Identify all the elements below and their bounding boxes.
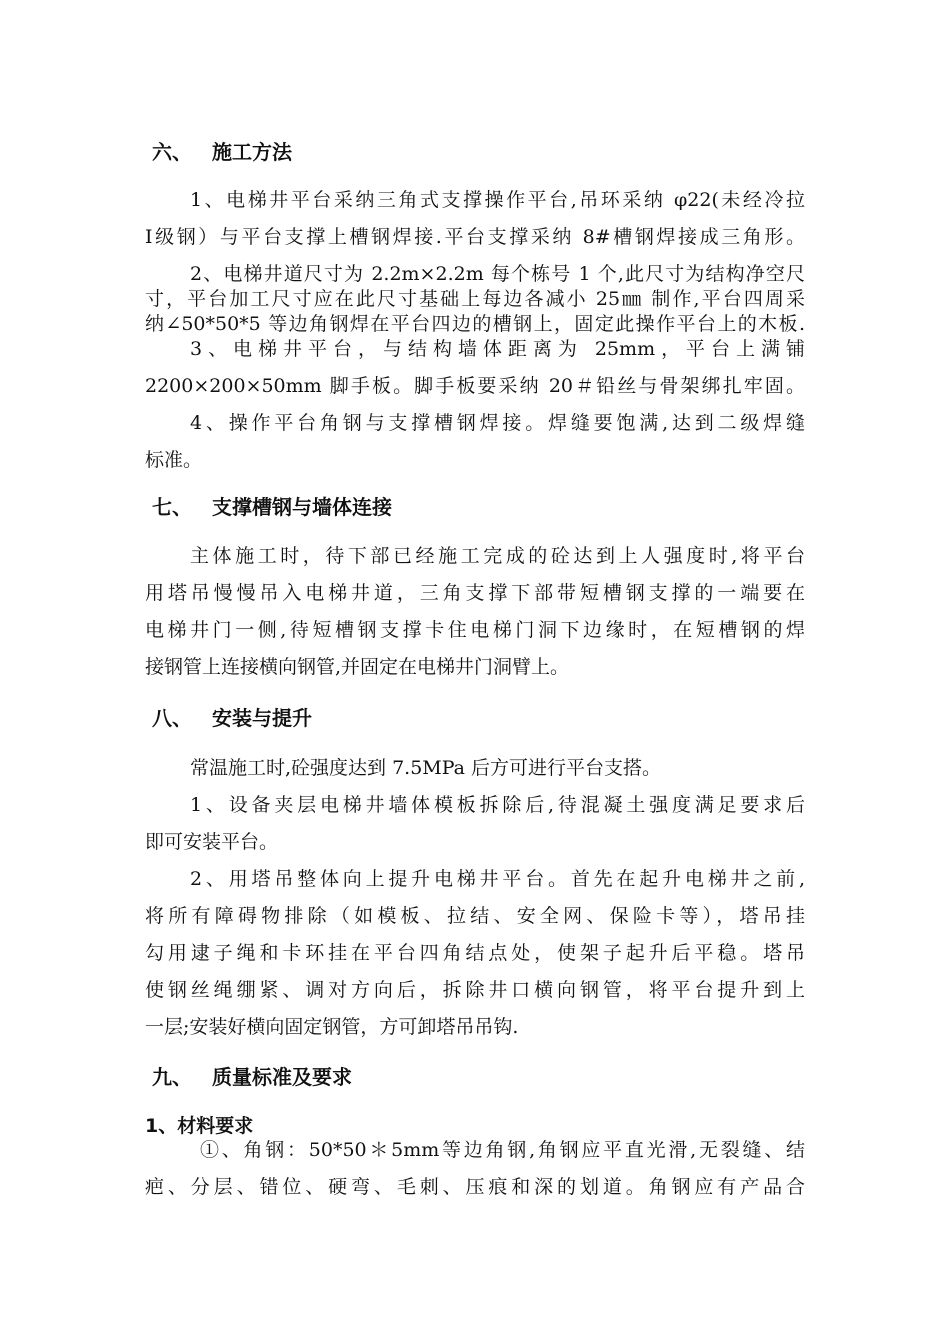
paragraph-line: ①、角钢：50*50＊5mm等边角钢,角钢应平直光滑,无裂缝、结 [200, 1139, 805, 1161]
paragraph-line: 2200×200×50mm 脚手板。脚手板要采纳 20＃铅丝与骨架绑扎牢固。 [145, 375, 805, 397]
paragraph-line: 1、设备夹层电梯井墙体模板拆除后,待混凝土强度满足要求后 [190, 794, 805, 816]
paragraph-line: 一层;安装好横向固定钢管，方可卸塔吊吊钩. [145, 1016, 519, 1038]
section-heading [152, 139, 292, 165]
paragraph-line: 4、操作平台角钢与支撑槽钢焊接。焊缝要饱满,达到二级焊缝 [190, 412, 805, 434]
section-number: 六、 [152, 140, 192, 164]
paragraph-line: 标准。 [145, 449, 203, 471]
section-title: 施工方法 [212, 140, 292, 164]
paragraph-line: 用塔吊慢慢吊入电梯井道，三角支撑下部带短槽钢支撑的一端要在 [145, 582, 805, 604]
paragraph-line: 3、电梯井平台，与结构墙体距离为 25mm，平台上满铺 [190, 338, 805, 360]
section-heading [152, 705, 312, 731]
section-title: 支撑槽钢与墙体连接 [212, 495, 392, 519]
section-number: 八、 [152, 706, 192, 730]
section-number: 九、 [152, 1065, 192, 1089]
paragraph-line: 使钢丝绳绷紧、调对方向后，拆除井口横向钢管，将平台提升到上 [145, 979, 805, 1001]
paragraph-line: 2、电梯井道尺寸为 2.2m×2.2m 每个栋号 1 个,此尺寸为结构净空尺 [190, 263, 805, 285]
paragraph-line: 寸，平台加工尺寸应在此尺寸基础上每边各减小 25㎜ 制作,平台四周采 [145, 288, 805, 310]
paragraph-line: 1、电梯井平台采纳三角式支撑操作平台,吊环采纳 φ22(未经冷拉 [190, 189, 805, 211]
section-number: 七、 [152, 495, 192, 519]
paragraph-line: 将所有障碍物排除（如模板、拉结、安全网、保险卡等），塔吊挂 [145, 905, 805, 927]
section-title: 安装与提升 [212, 706, 312, 730]
paragraph-line: 疤、分层、错位、硬弯、毛刺、压痕和深的划道。角钢应有产品合 [145, 1176, 805, 1198]
paragraph-line: 即可安装平台。 [145, 831, 279, 853]
paragraph-line: Ⅰ级钢）与平台支撑上槽钢焊接.平台支撑采纳 8#槽钢焊接成三角形。 [145, 226, 805, 248]
section-heading [152, 1064, 352, 1090]
paragraph-line: 勾用逮子绳和卡环挂在平台四角结点处，使架子起升后平稳。塔吊 [145, 942, 805, 964]
paragraph-line: 纳∠50*50*5 等边角钢焊在平台四边的槽钢上，固定此操作平台上的木板. [145, 313, 805, 335]
paragraph-line: 2、用塔吊整体向上提升电梯井平台。首先在起升电梯井之前, [190, 868, 805, 890]
paragraph-line: 常温施工时,砼强度达到 7.5MPa 后方可进行平台支搭。 [190, 757, 662, 779]
paragraph-line: 接钢管上连接横向钢管,并固定在电梯井门洞臂上。 [145, 656, 570, 678]
section-heading [152, 494, 392, 520]
section-title: 质量标准及要求 [212, 1065, 352, 1089]
paragraph-line: 电梯井门一侧,待短槽钢支撑卡住电梯门洞下边缘时，在短槽钢的焊 [145, 619, 805, 641]
subsection-heading: 1、材料要求 [145, 1115, 254, 1137]
paragraph-line: 主体施工时，待下部已经施工完成的砼达到上人强度时,将平台 [190, 545, 805, 567]
